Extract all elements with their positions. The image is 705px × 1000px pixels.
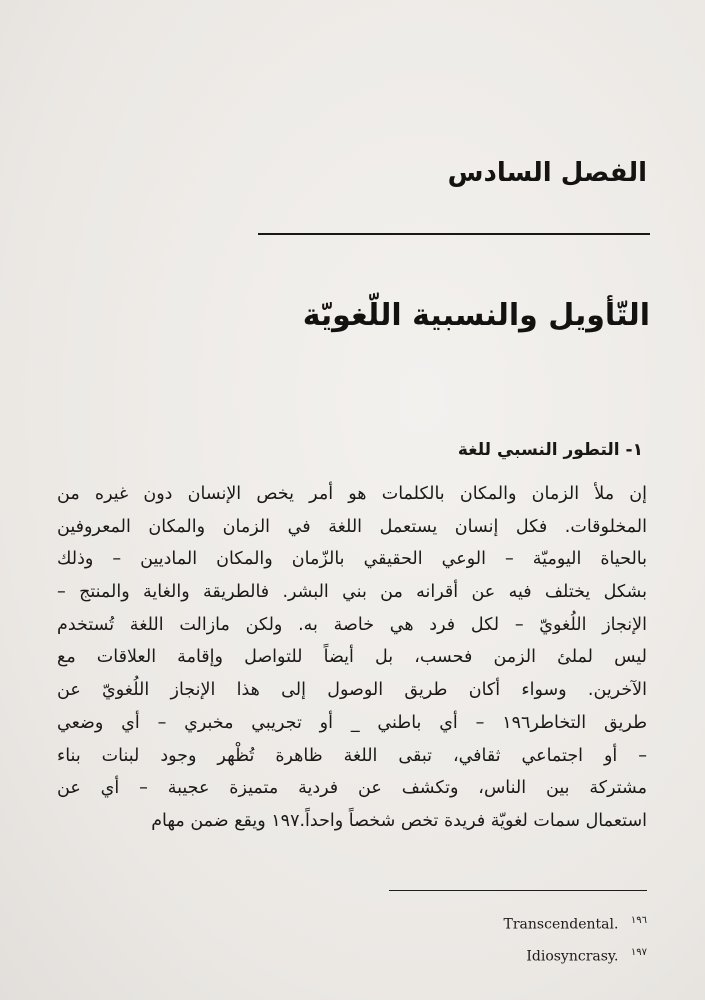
body-line: المخلوقات. فكل إنسان يستعمل اللغة في الزمان والمكان المعروفين xyxy=(57,516,647,537)
chapter-divider xyxy=(258,233,650,235)
body-line: ليس لملئ الزمن فحسب، بل أيضاً للتواصل وإقامة العلاقات مع xyxy=(57,647,647,668)
section-heading: ١- التطور النسبي للغة xyxy=(457,440,643,460)
footnote-text: Transcendental. xyxy=(503,916,619,933)
body-line: مشتركة بين الناس، وتكشف عن فردية متميزة عجيبة – أي عن xyxy=(57,778,647,799)
chapter-title: التّأويل والنسبية اللّغويّة xyxy=(302,298,650,333)
body-line: بالحياة اليوميّة – الوعي الحقيقي بالزّمان والمكان الماديين – وذلك xyxy=(57,549,647,570)
footnote-number: ١٩٧ xyxy=(630,947,647,958)
body-line: إن ملأ الزمان والمكان بالكلمات هو أمر يخص الإنسان دون غيره من xyxy=(57,484,647,504)
body-line: الآخرين. وسواء أكان طريق الوصول إلى هذا الإنجاز اللُغويّ عن xyxy=(57,680,647,701)
body-line: الإنجاز اللُغويّ – لكل فرد هي خاصة به. ولكن مازالت اللغة تُستخدم xyxy=(57,614,647,635)
body-paragraph xyxy=(57,478,647,838)
body-line: – أو اجتماعي ثقافي، تبقى اللغة ظاهرة تُظْهر وجود لبنات بناء xyxy=(57,745,647,766)
chapter-label: الفصل السادس xyxy=(447,158,647,188)
footnote-number: ١٩٦ xyxy=(630,915,647,926)
footnote xyxy=(504,915,647,933)
footnote-text: Idiosyncrasy. xyxy=(526,948,619,965)
body-line: استعمال سمات لغويّة فريدة تخص شخصاً واحداً.١٩٧ ويقع ضمن مهام xyxy=(151,810,647,831)
footnote-divider xyxy=(389,890,647,891)
body-line: بشكل يختلف فيه عن أقرانه من بني البشر. فالطريقة والغاية والمنتج – xyxy=(57,582,647,603)
footnote xyxy=(526,947,647,965)
body-line: طريق التخاطر١٩٦ – أي باطني _ أو تجريبي مخبري – أي وضعي xyxy=(57,712,647,733)
